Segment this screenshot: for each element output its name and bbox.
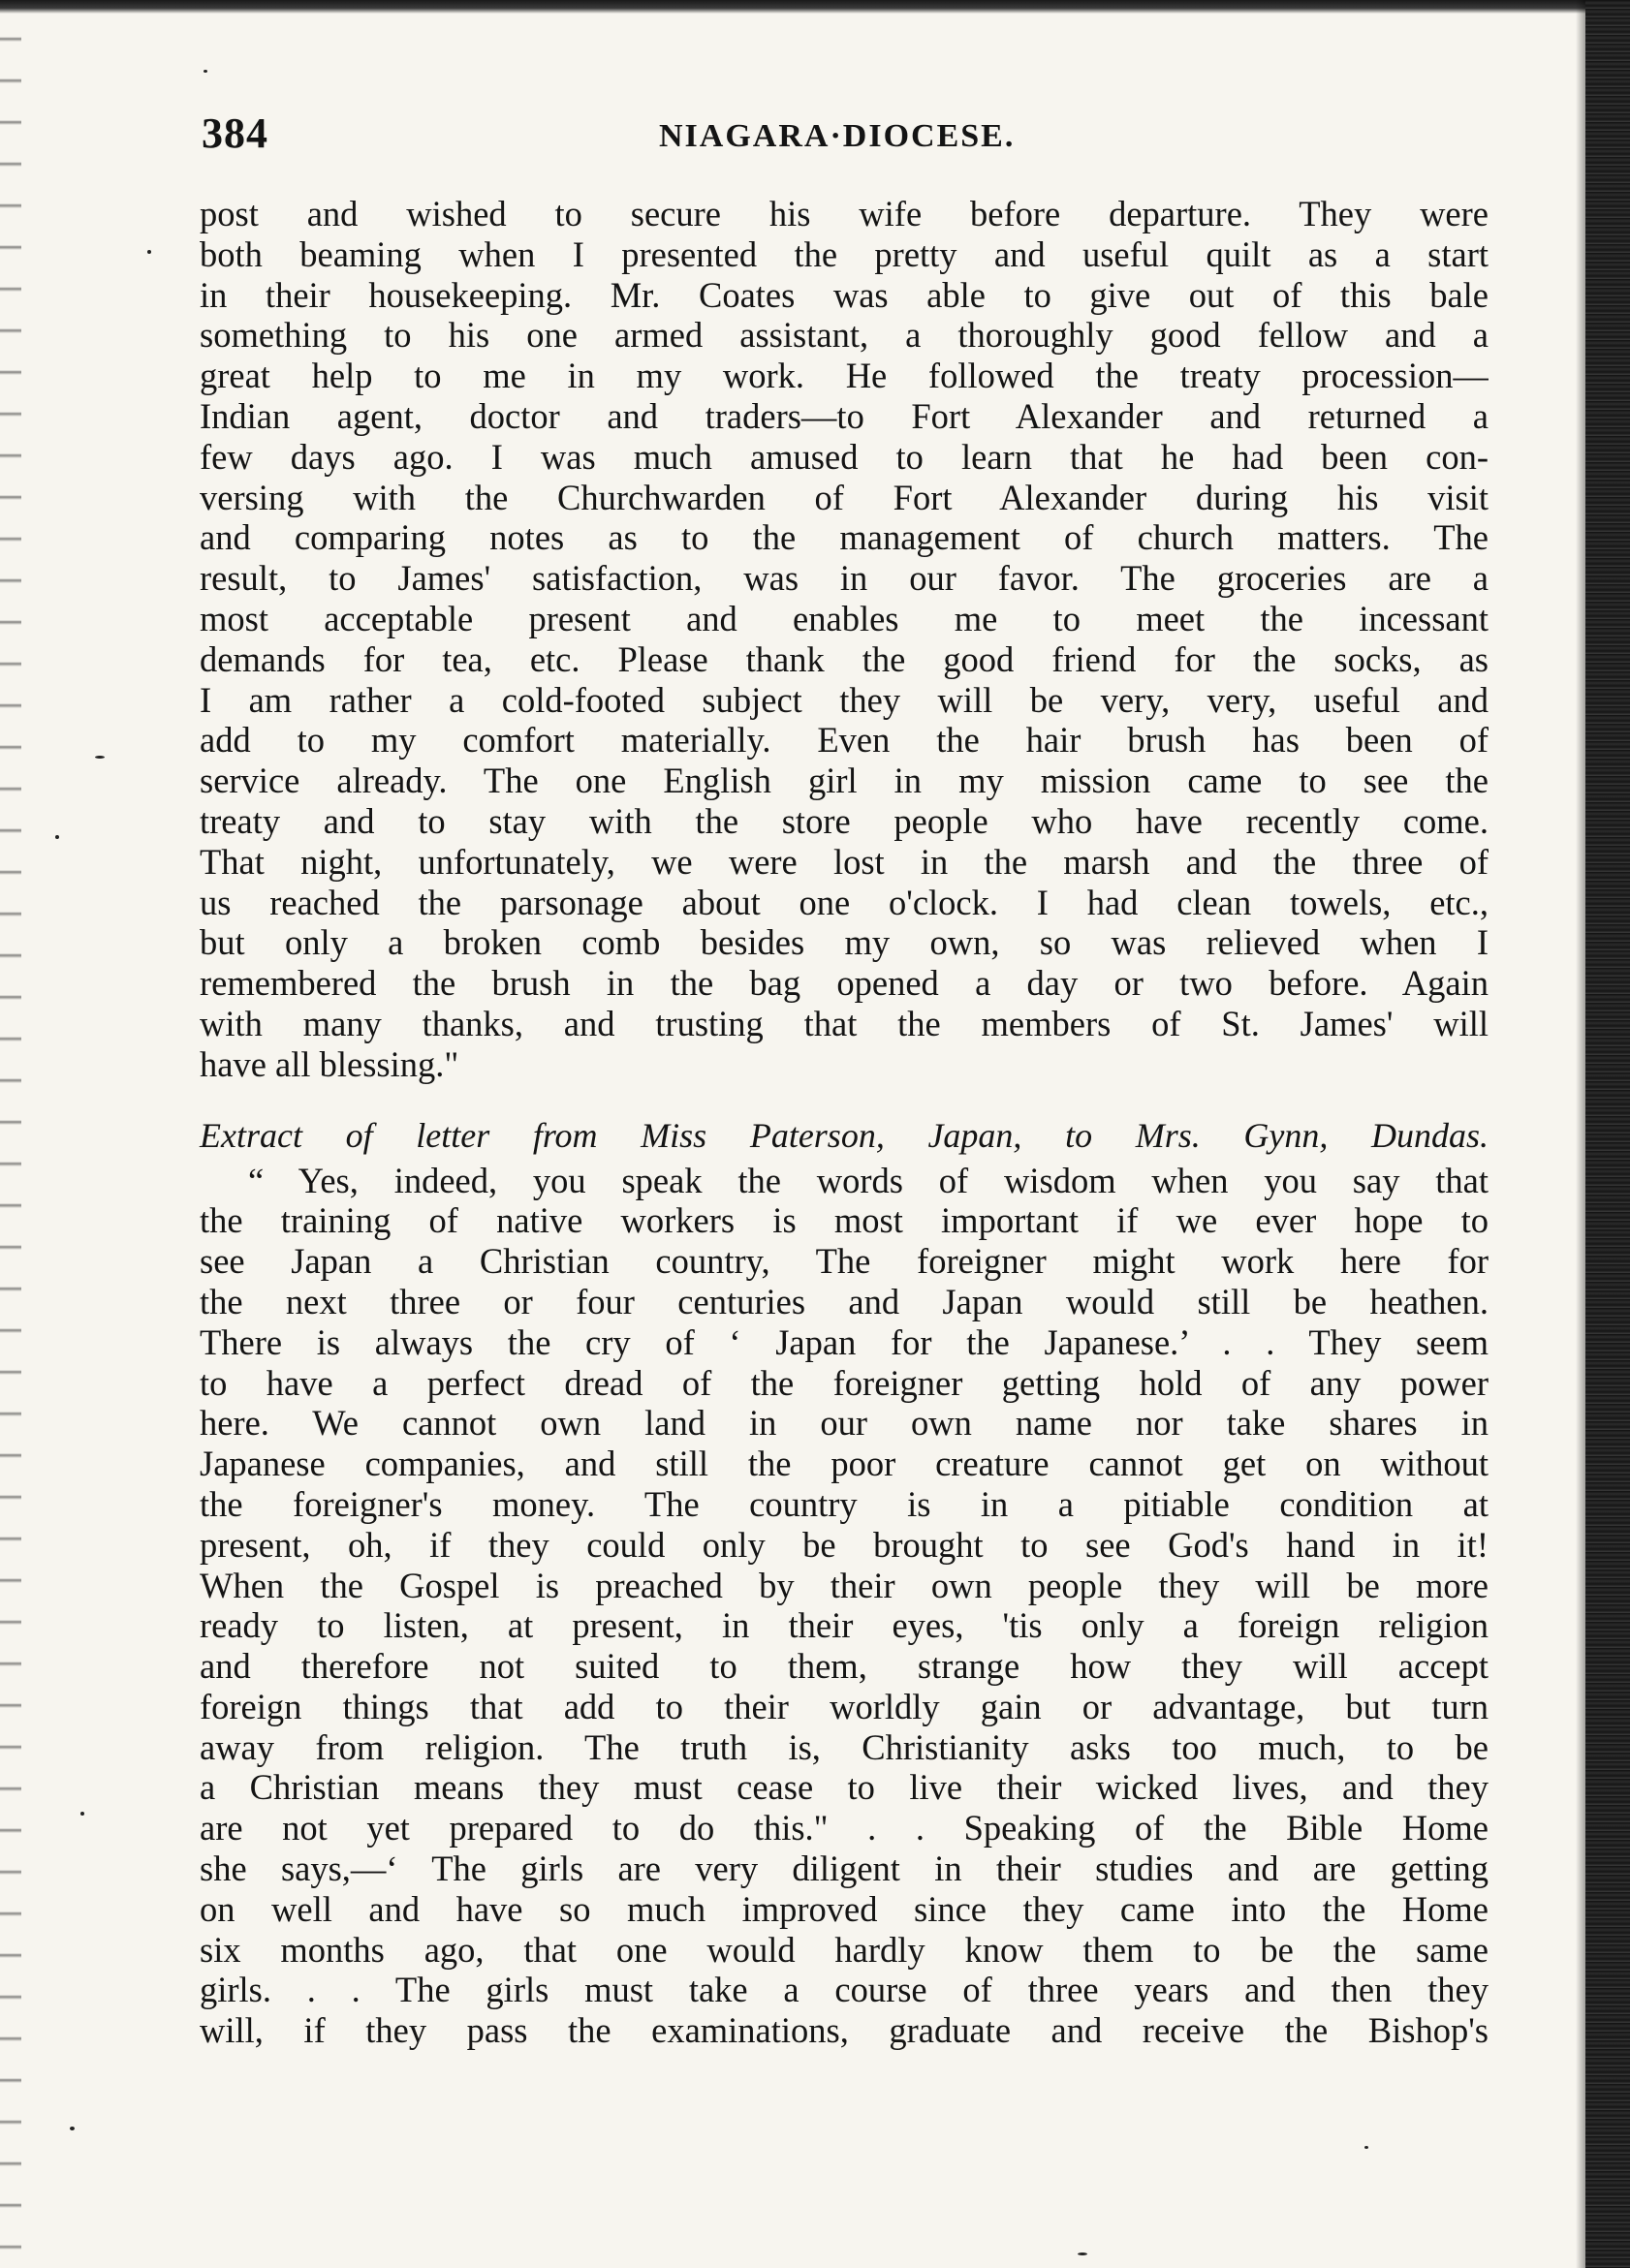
text-line: When the Gospel is preached by their own people they will be more: [200, 1565, 1489, 1605]
scan-speck: [70, 2127, 75, 2130]
text-line: have all blessing.": [200, 1043, 459, 1084]
text-line: post and wished to secure his wife before departure. They were: [200, 194, 1489, 233]
text-line: but only a broken comb besides my own, so was relieved when I: [200, 922, 1489, 963]
text-line: see Japan a Christian country, The foreigner might work here for: [200, 1241, 1489, 1282]
text-line: great help to me in my work. He followed the treaty procession—: [200, 356, 1489, 396]
text-line: in their housekeeping. Mr. Coates was able to give out of this bale: [200, 274, 1489, 315]
text-line: foreign things that add to their worldly gain or advantage, but turn: [200, 1686, 1489, 1726]
scan-speck: [204, 70, 207, 73]
text-line: Indian agent, doctor and traders—to Fort Alexander and returned a: [200, 395, 1489, 436]
page-header: [202, 109, 1490, 167]
text-line: few days ago. I was much amused to learn that he had been con-: [200, 436, 1489, 477]
text-line: are not yet prepared to do this." . . Speaking of the Bible Home: [200, 1808, 1489, 1849]
scan-speck: [1364, 2146, 1368, 2149]
text-line: most acceptable present and enables me to meet the incessant: [200, 598, 1489, 638]
text-line: and comparing notes as to the management of church matters. The: [200, 517, 1489, 558]
text-line: the training of native workers is most important if we ever hope to: [200, 1200, 1489, 1241]
text-line: There is always the cry of ‘ Japan for the Japanese.’ . . They seem: [200, 1321, 1489, 1362]
page-left-edge: [0, 0, 21, 2268]
text-line: demands for tea, etc. Please thank the good friend for the socks, as: [200, 638, 1489, 679]
text-line: I am rather a cold-footed subject they will be very, very, useful and: [200, 679, 1489, 720]
text-line: will, if they pass the examinations, graduate and receive the Bishop's: [200, 2010, 1489, 2051]
text-line: ready to listen, at present, in their eyes, 'tis only a foreign religion: [200, 1605, 1489, 1646]
text-line: add to my comfort materially. Even the hair brush has been of: [200, 720, 1489, 761]
paragraph-2: [200, 1161, 1489, 2052]
text-line: us reached the parsonage about one o'clock. I had clean towels, etc.,: [200, 882, 1489, 922]
text-line: and therefore not suited to them, strange how they will accept: [200, 1646, 1489, 1687]
text-line: away from religion. The truth is, Christianity asks too much, to be: [200, 1726, 1489, 1767]
text-line: the next three or four centuries and Japan would still be heathen.: [200, 1281, 1489, 1321]
text-line: treaty and to stay with the store people who have recently come.: [200, 800, 1489, 841]
text-line: here. We cannot own land in our own name nor take shares in: [200, 1403, 1489, 1444]
text-line: six months ago, that one would hardly know them to be the same: [200, 1929, 1489, 1970]
text-line: something to his one armed assistant, a thoroughly good fellow and a: [200, 315, 1489, 356]
paragraph-1: [200, 194, 1489, 1085]
page-binding-shadow: [1576, 0, 1585, 2268]
scan-speck: [80, 1812, 84, 1816]
page-number: 384: [202, 109, 268, 157]
text-line: both beaming when I presented the pretty and useful quilt as a start: [200, 233, 1489, 274]
text-line: “ Yes, indeed, you speak the words of wisdom when you say that: [248, 1160, 1489, 1200]
text-line: a Christian means they must cease to live their wicked lives, and they: [200, 1767, 1489, 1808]
text-line: with many thanks, and trusting that the members of St. James' will: [200, 1003, 1489, 1043]
text-line: result, to James' satisfaction, was in our favor. The groceries are a: [200, 558, 1489, 599]
text-line: girls. . . The girls must take a course of three years and then they: [200, 1970, 1489, 2010]
page-top-edge: [0, 0, 1630, 14]
text-line: versing with the Churchwarden of Fort Alexander during his visit: [200, 477, 1489, 517]
running-head: NIAGARA·DIOCESE.: [659, 118, 1016, 154]
scan-speck: [147, 250, 151, 254]
text-line: she says,—‘ The girls are very diligent in their studies and are getting: [200, 1849, 1489, 1889]
body-text: [200, 194, 1489, 2051]
text-line: the foreigner's money. The country is in a pitiable condition at: [200, 1483, 1489, 1524]
text-line: remembered the brush in the bag opened a day or two before. Again: [200, 963, 1489, 1004]
text-line: That night, unfortunately, we were lost in the marsh and the three of: [200, 841, 1489, 882]
text-line: Japanese companies, and still the poor creature cannot get on without: [200, 1444, 1489, 1484]
text-line: to have a perfect dread of the foreigner getting hold of any power: [200, 1362, 1489, 1403]
scan-speck: [1078, 2252, 1087, 2255]
section-heading: Extract of letter from Miss Paterson, Japan, to Mrs. Gynn, Dundas.: [200, 1115, 1489, 1155]
scan-speck: [55, 835, 59, 839]
text-line: present, oh, if they could only be brought to see God's hand in it!: [200, 1524, 1489, 1565]
text-line: service already. The one English girl in my mission came to see the: [200, 761, 1489, 801]
scan-speck: [95, 756, 105, 759]
page-right-edge: [1585, 0, 1630, 2268]
text-line: on well and have so much improved since they came into the Home: [200, 1888, 1489, 1929]
